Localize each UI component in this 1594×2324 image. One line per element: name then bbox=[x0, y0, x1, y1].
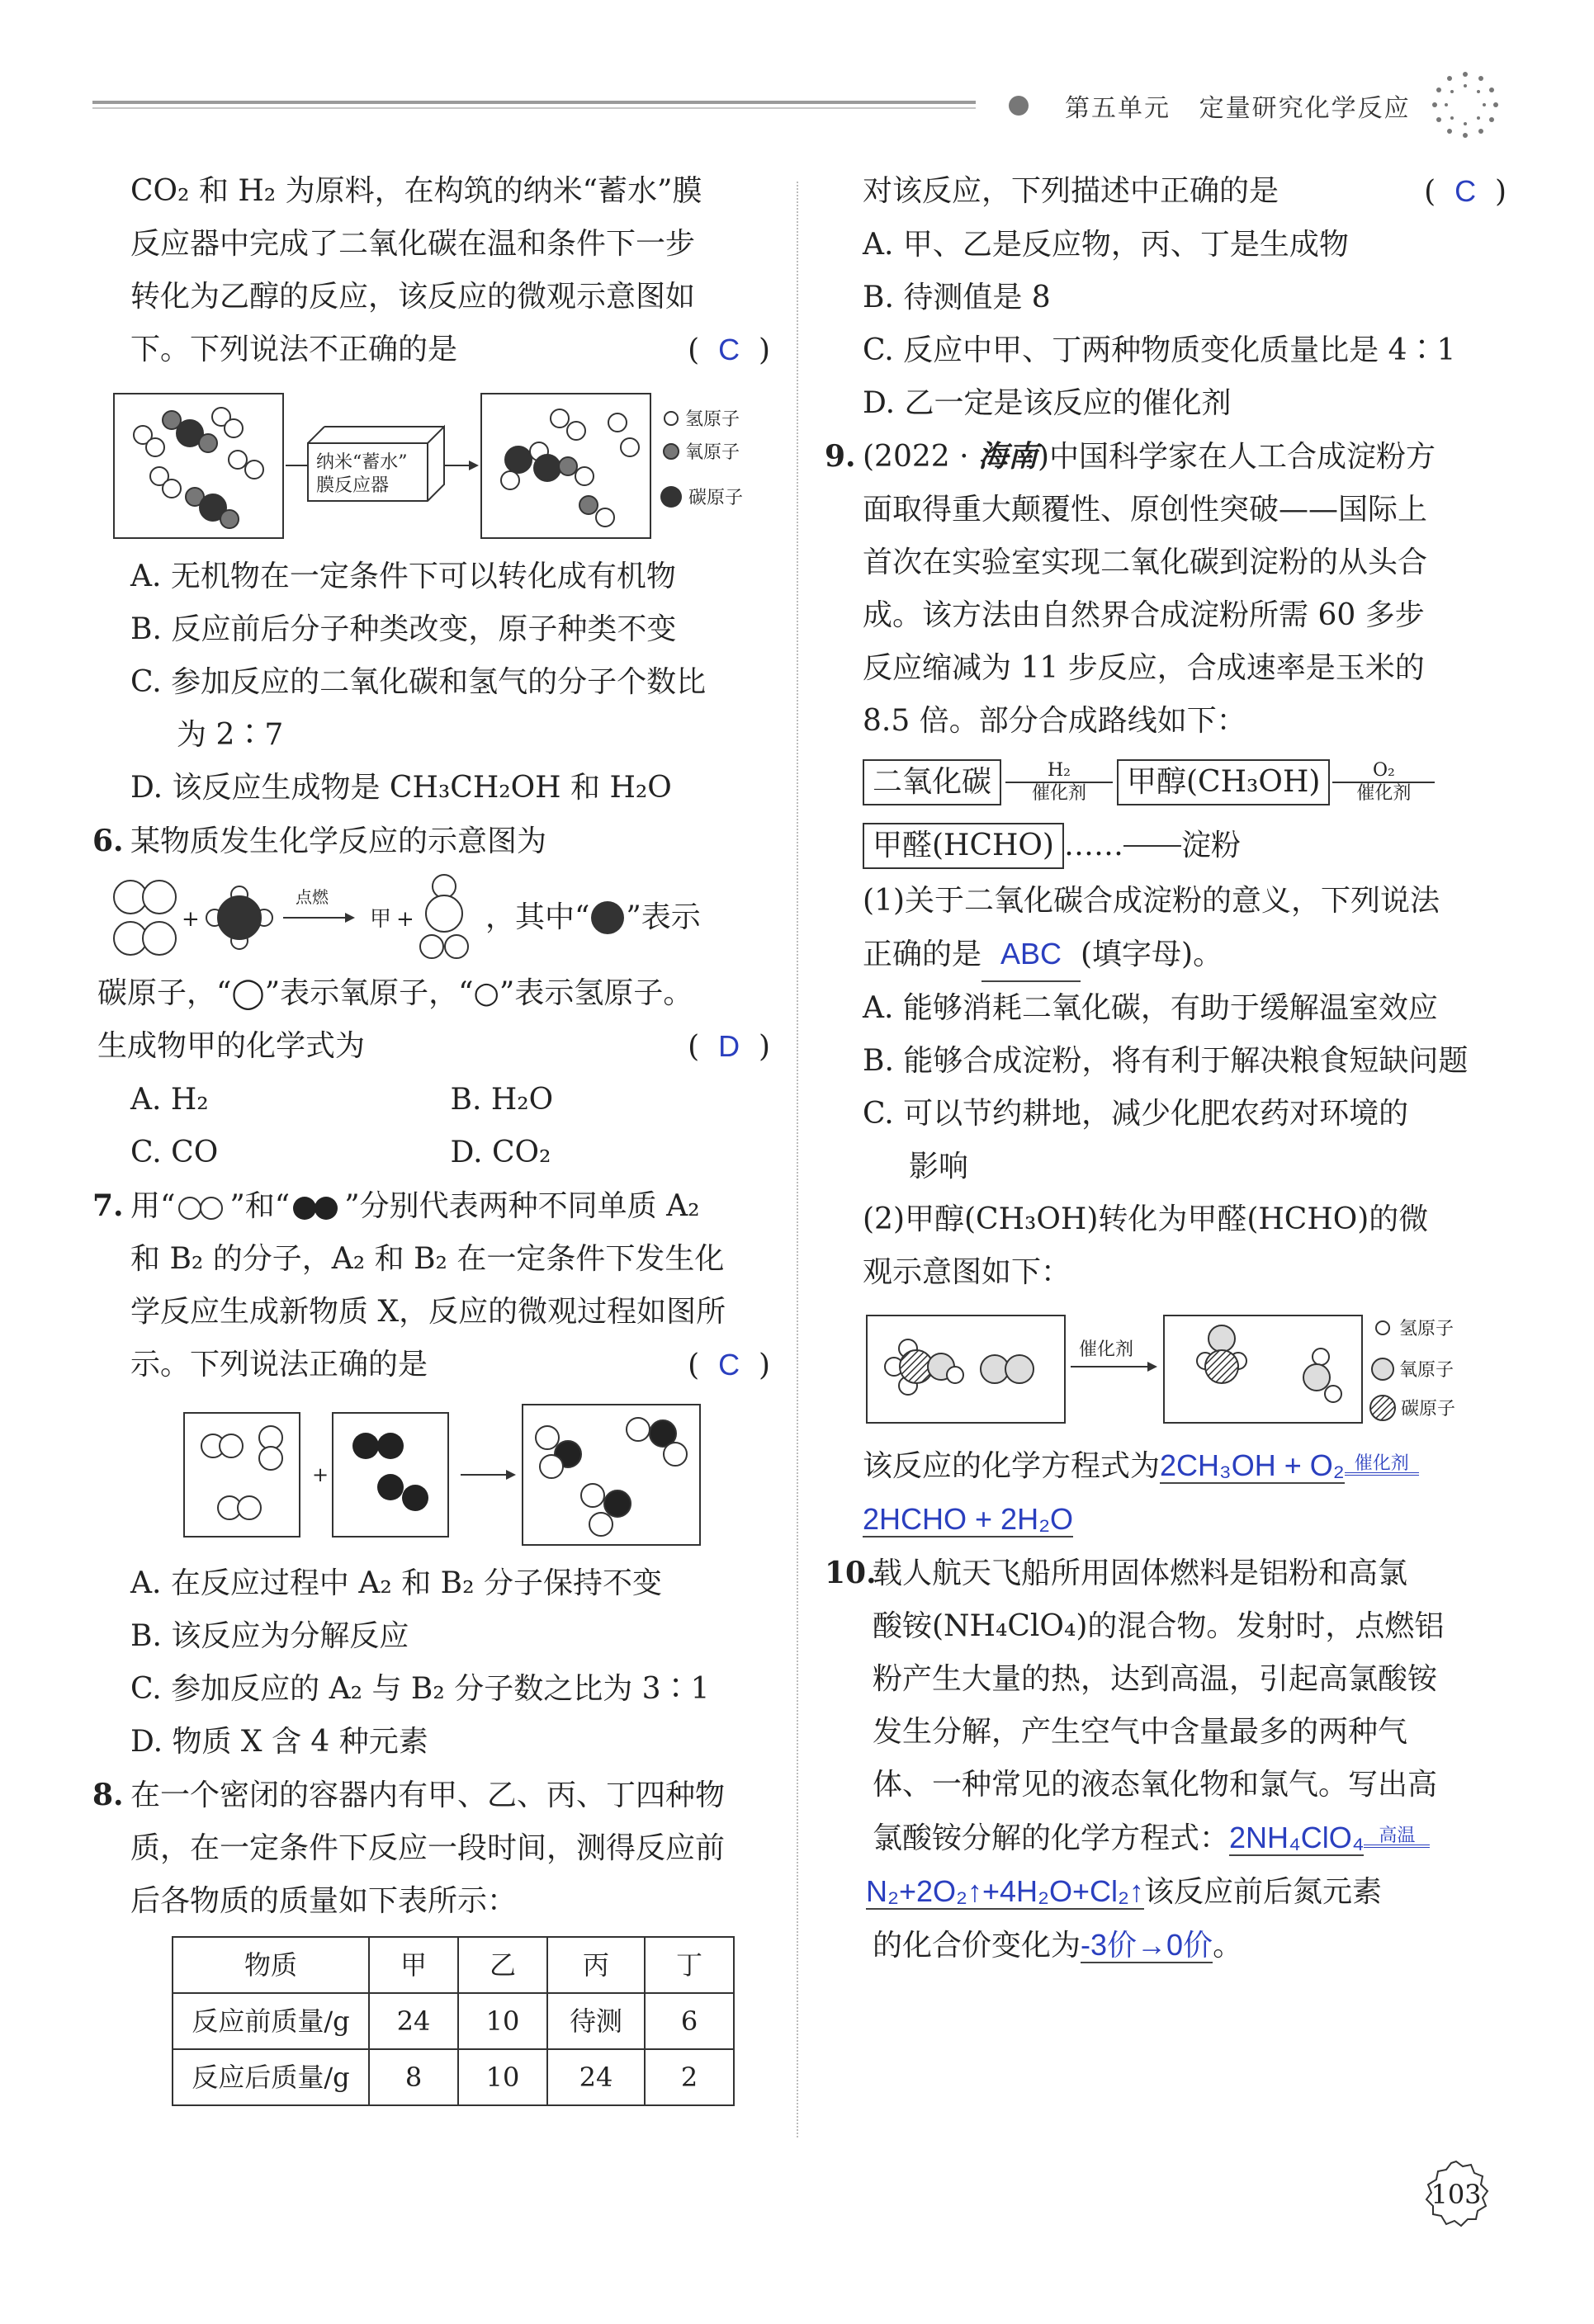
page-number bbox=[1420, 2158, 1492, 2231]
q9-p1-text: 正确的是 bbox=[863, 938, 982, 971]
q5-option-c-cont: 为 2∶7 bbox=[177, 718, 284, 752]
q9-p1-option-c-cont: 影响 bbox=[909, 1150, 969, 1183]
route-reagent-o2: O₂ bbox=[1372, 760, 1395, 781]
table-cell: 24 bbox=[369, 1993, 458, 2049]
q10-post-text: 该反应前后氮元素 bbox=[1144, 1875, 1383, 1909]
q7-line2: 和 B₂ 的分子，A₂ 和 B₂ 在一定条件下发生化 bbox=[130, 1242, 725, 1276]
q8-option-c: C. 反应中甲、丁两种物质变化质量比是 4∶1 bbox=[863, 333, 1456, 367]
q6-option-d: D. CO₂ bbox=[450, 1136, 551, 1169]
route-formaldehyde: 甲醛(HCHO) bbox=[863, 823, 1064, 869]
q5-option-d: D. 该反应生成物是 CH₃CH₂OH 和 H₂O bbox=[130, 771, 672, 805]
route-arrow1 bbox=[1001, 760, 1117, 805]
q10-eq-text: 氯酸铵分解的化学方程式： bbox=[873, 1821, 1230, 1855]
q10-eq-left: 2NH₄ClO₄ bbox=[1229, 1821, 1365, 1854]
q7-line3: 学反应生成新物质 X，反应的微观过程如图所 bbox=[130, 1295, 726, 1329]
question-10 bbox=[825, 1547, 1506, 1972]
q6-line2: 碳原子，“◯”表示氧原子，“○”表示氢原子。 bbox=[97, 976, 693, 1010]
q9-eq-text: 该反应的化学方程式为 bbox=[863, 1449, 1161, 1483]
q6-answer: D bbox=[718, 1029, 740, 1063]
route-reagent-h2: H₂ bbox=[1048, 760, 1071, 781]
q6-reaction-row bbox=[97, 868, 770, 967]
q9-p1-answer: ABC bbox=[981, 928, 1081, 982]
q5-option-a: A. 无机物在一定条件下可以转化成有机物 bbox=[130, 560, 676, 593]
question-7 bbox=[92, 1179, 770, 1769]
q7-number: 7. bbox=[92, 1188, 124, 1223]
q10-valence-answer: -3价→0价 bbox=[1081, 1928, 1213, 1962]
q8-option-a: A. 甲、乙是反应物，丙、丁是生成物 bbox=[863, 228, 1349, 262]
svg-text:+: + bbox=[182, 907, 200, 932]
q7-option-d: D. 物质 X 含 4 种元素 bbox=[130, 1725, 428, 1759]
header-bullet-icon bbox=[1009, 96, 1029, 116]
route-methanol: 甲醇(CH₃OH) bbox=[1117, 759, 1330, 805]
q5-reaction-diagram bbox=[97, 385, 774, 542]
table-cell: 8 bbox=[369, 2049, 458, 2105]
reactor-label-line1: 纳米“蓄水” bbox=[316, 452, 408, 473]
q6-option-a: A. H₂ bbox=[130, 1083, 209, 1117]
legend-oxygen: 氧原子 bbox=[1399, 1360, 1454, 1381]
left-column bbox=[92, 165, 770, 2106]
q6-line3-text: 生成物甲的化学式为 bbox=[97, 1029, 366, 1063]
q6-fig-text2: ”表示 bbox=[626, 900, 701, 934]
q5-answer: C bbox=[718, 333, 740, 366]
q7-answer: C bbox=[718, 1348, 740, 1382]
legend-hydrogen: 氢原子 bbox=[685, 409, 740, 430]
q9-eq-left: 2CH₃OH + O₂ bbox=[1160, 1448, 1345, 1482]
carbon-atom-icon bbox=[589, 900, 626, 936]
q9-route-row2 bbox=[863, 817, 1506, 875]
page-number-text: 103 bbox=[1431, 2179, 1482, 2210]
table-header-cell: 丁 bbox=[645, 1937, 734, 1993]
q9-source: (2022 · bbox=[863, 440, 978, 474]
q7-option-c: C. 参加反应的 A₂ 与 B₂ 分子数之比为 3∶1 bbox=[130, 1672, 710, 1706]
q7-text: ”分别代表两种不同单质 A₂ bbox=[344, 1189, 700, 1223]
q9-line: 反应缩减为 11 步反应，合成速率是玉米的 bbox=[863, 651, 1425, 685]
legend-carbon: 碳原子 bbox=[1401, 1399, 1456, 1419]
q9-p1-option-a: A. 能够消耗二氧化碳，有助于缓解温室效应 bbox=[863, 991, 1438, 1025]
q5-stem-line: CO₂ 和 H₂ 为原料，在构筑的纳米“蓄水”膜 bbox=[130, 174, 702, 208]
table-cell: 24 bbox=[547, 2049, 645, 2105]
answer-bracket: ( C ) bbox=[688, 333, 770, 367]
q9-p2-line1: (2)甲醇(CH₃OH)转化为甲醛(HCHO)的微 bbox=[863, 1202, 1429, 1236]
q7-text: 用“ bbox=[130, 1189, 176, 1223]
q6-line3 bbox=[97, 1020, 770, 1074]
q10-valence-text: 。 bbox=[1213, 1929, 1243, 1963]
table-header-cell: 甲 bbox=[369, 1937, 458, 1993]
q8-line: 在一个密闭的容器内有甲、乙、丙、丁四种物 bbox=[130, 1778, 726, 1812]
answer-bracket: ( C ) bbox=[1424, 174, 1506, 209]
table-header-row bbox=[173, 1937, 734, 1993]
route-starch: 淀粉 bbox=[1180, 829, 1241, 862]
q6-reaction-diagram bbox=[97, 868, 485, 967]
route-catalyst: 催化剂 bbox=[1032, 783, 1087, 804]
q6-option-b: B. H₂O bbox=[450, 1083, 554, 1117]
question-6 bbox=[92, 815, 770, 1179]
q9-number: 9. bbox=[825, 439, 856, 474]
svg-text:+: + bbox=[396, 907, 414, 932]
q5-option-c: C. 参加反应的二氧化碳和氢气的分子个数比 bbox=[130, 665, 707, 699]
legend-carbon: 碳原子 bbox=[688, 488, 744, 508]
q9-route-row1 bbox=[863, 748, 1506, 817]
q9-fig-catalyst: 催化剂 bbox=[1079, 1339, 1134, 1360]
q10-valence-text: 的化合价变化为 bbox=[873, 1929, 1081, 1963]
q9-stem: )中国科学家在人工合成淀粉方 bbox=[1038, 440, 1436, 474]
q5-stem-line: 转化为乙醇的反应，该反应的微观示意图如 bbox=[130, 280, 696, 314]
q7-reaction-diagram bbox=[180, 1401, 758, 1549]
header-rule-thin bbox=[92, 107, 976, 109]
a2-molecule-icon bbox=[175, 1196, 229, 1221]
decorative-dot-circle-icon bbox=[1428, 68, 1502, 142]
legend-oxygen: 氧原子 bbox=[685, 442, 740, 463]
unit-label: 第五单元 bbox=[1065, 94, 1171, 123]
table-row bbox=[173, 2049, 734, 2105]
q8-option-d: D. 乙一定是该反应的催化剂 bbox=[863, 386, 1232, 420]
q8-mass-table bbox=[172, 1936, 735, 2106]
unit-title: 定量研究化学反应 bbox=[1199, 94, 1411, 123]
q8-cont-line bbox=[863, 165, 1506, 219]
q9-eq-condition: 催化剂 bbox=[1345, 1454, 1419, 1476]
q6-options-row2 bbox=[130, 1127, 770, 1179]
q8-cont-text: 对该反应，下列描述中正确的是 bbox=[863, 174, 1279, 208]
header-rule bbox=[92, 101, 976, 104]
answer-bracket: ( D ) bbox=[688, 1029, 770, 1064]
q8-answer: C bbox=[1454, 174, 1477, 208]
q6-product-label: 甲 bbox=[370, 907, 392, 932]
q8-option-b: B. 待测值是 8 bbox=[863, 281, 1051, 314]
q9-p1-option-c: C. 可以节约耕地，减少化肥农药对环境的 bbox=[863, 1097, 1409, 1131]
q9-eq-right: 2HCHO + 2H₂O bbox=[863, 1502, 1074, 1536]
table-cell: 待测 bbox=[547, 1993, 645, 2049]
q10-eq-condition: 高温 bbox=[1364, 1826, 1430, 1848]
q10-line: 载人航天飞船所用固体燃料是铝粉和高氯 bbox=[873, 1556, 1408, 1590]
table-header-cell: 丙 bbox=[547, 1937, 645, 1993]
q9-p1-line1: (1)关于二氧化碳合成淀粉的意义，下列说法 bbox=[863, 884, 1440, 918]
table-cell: 10 bbox=[458, 2049, 547, 2105]
q8-line: 后各物质的质量如下表所示： bbox=[130, 1884, 518, 1918]
question-8-continued bbox=[830, 165, 1506, 430]
q6-fig-text1: ，其中“ bbox=[485, 900, 590, 934]
table-cell: 10 bbox=[458, 1993, 547, 2049]
route-arrow2 bbox=[1330, 760, 1437, 805]
q5-stem-text: 下。下列说法不正确的是 bbox=[130, 333, 458, 366]
q7-option-b: B. 该反应为分解反应 bbox=[130, 1619, 409, 1653]
q9-p1-option-b: B. 能够合成淀粉，将有利于解决粮食短缺问题 bbox=[863, 1044, 1469, 1078]
q9-source-place: 海南 bbox=[978, 439, 1038, 474]
answer-bracket: ( C ) bbox=[688, 1348, 770, 1382]
legend-hydrogen: 氢原子 bbox=[1399, 1319, 1454, 1339]
q7-text: ”和“ bbox=[229, 1189, 291, 1223]
right-column bbox=[825, 165, 1506, 1972]
route-catalyst: 催化剂 bbox=[1356, 783, 1412, 804]
q6-number: 6. bbox=[92, 824, 124, 858]
question-9 bbox=[825, 430, 1506, 1547]
q6-stem: 某物质发生化学反应的示意图为 bbox=[130, 824, 547, 858]
q10-line: 酸铵(NH₄ClO₄)的混合物。发射时，点燃铝 bbox=[873, 1609, 1445, 1643]
q5-stem-last bbox=[130, 324, 770, 377]
q5-option-b: B. 反应前后分子种类改变，原子种类不变 bbox=[130, 612, 677, 646]
svg-text:+: + bbox=[312, 1463, 329, 1486]
table-header-cell: 乙 bbox=[458, 1937, 547, 1993]
q5-stem-line: 反应器中完成了二氧化碳在温和条件下一步 bbox=[130, 227, 696, 261]
q6-options-row1 bbox=[130, 1074, 770, 1127]
q10-line: 粉产生大量的热，达到高温，引起高氯酸铵 bbox=[873, 1662, 1438, 1696]
route-co2: 二氧化碳 bbox=[863, 759, 1001, 805]
q10-number: 10. bbox=[825, 1556, 877, 1590]
q10-line: 发生分解，产生空气中含量最多的两种气 bbox=[873, 1715, 1408, 1749]
q6-arrow-label: 点燃 bbox=[296, 887, 329, 907]
route-arrow3 bbox=[1123, 845, 1181, 847]
q9-line: 成。该方法由自然界合成淀粉所需 60 多步 bbox=[863, 598, 1425, 632]
question-8 bbox=[92, 1769, 770, 2106]
question-5 bbox=[97, 165, 770, 815]
route-dots: …… bbox=[1063, 829, 1123, 862]
table-cell: 反应前质量/g bbox=[173, 1993, 369, 2049]
q6-option-c: C. CO bbox=[130, 1136, 219, 1169]
q10-eq-right: N₂+2O₂↑+4H₂O+Cl₂↑ bbox=[866, 1874, 1145, 1908]
q8-number: 8. bbox=[92, 1778, 124, 1812]
running-header bbox=[1065, 87, 1411, 124]
q8-line: 质，在一定条件下反应一段时间，测得反应前 bbox=[130, 1831, 726, 1865]
table-row bbox=[173, 1993, 734, 2049]
q10-line: 体、一种常见的液态氧化物和氯气。写出高 bbox=[873, 1768, 1438, 1802]
q7-line4 bbox=[130, 1339, 770, 1392]
b2-molecule-icon bbox=[290, 1196, 344, 1221]
table-cell: 6 bbox=[645, 1993, 734, 2049]
q9-p1-text: (填字母)。 bbox=[1081, 938, 1223, 971]
q9-p2-line2: 观示意图如下： bbox=[863, 1255, 1071, 1289]
q9-line: 首次在实验室实现二氧化碳到淀粉的从头合 bbox=[863, 546, 1428, 579]
reactor-label-line2: 膜反应器 bbox=[316, 475, 390, 496]
q9-methanol-diagram bbox=[863, 1307, 1506, 1431]
table-header-cell: 物质 bbox=[173, 1937, 369, 1993]
q9-line: 8.5 倍。部分合成路线如下： bbox=[863, 704, 1246, 738]
column-divider bbox=[797, 182, 798, 2137]
table-cell: 反应后质量/g bbox=[173, 2049, 369, 2105]
q9-line: 面取得重大颠覆性、原创性突破——国际上 bbox=[863, 493, 1428, 527]
q7-option-a: A. 在反应过程中 A₂ 和 B₂ 分子保持不变 bbox=[130, 1566, 662, 1600]
table-cell: 2 bbox=[645, 2049, 734, 2105]
q7-line4-text: 示。下列说法正确的是 bbox=[130, 1348, 428, 1382]
